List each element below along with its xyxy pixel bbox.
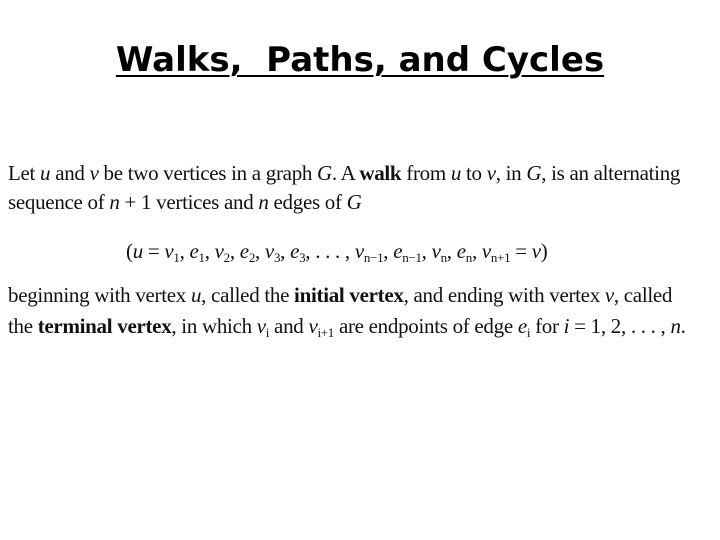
definition-line-3: beginning with vertex u, called the initial vertex, and ending with vertex v, called bbox=[8, 283, 673, 307]
definition-line-2: sequence of n + 1 vertices and n edges of G bbox=[8, 190, 362, 214]
term-terminal-vertex: terminal vertex bbox=[37, 314, 172, 338]
definition-block bbox=[8, 158, 698, 342]
title-text: Walks, Paths, and Cycles bbox=[115, 40, 605, 80]
definition-paragraph-2 bbox=[8, 280, 698, 342]
walk-sequence-equation: ($u = v_1$, $e_1$, $v_2$, $e_2$, $v_3$, $e_3$, . . . , $v_{n-1}$, $e_{n-1}$, $v_n$, $e_n$, $v_{n+1} = v$) bbox=[126, 239, 548, 265]
definition-line-4: the terminal vertex, in which $v_i$ and $v_{i+1}$ are endpoints of edge $e_i$ for i = 1, 2, . . . , n. bbox=[8, 314, 686, 340]
term-initial-vertex: initial vertex bbox=[294, 283, 404, 307]
term-walk: walk bbox=[359, 161, 402, 185]
slide-title bbox=[0, 40, 720, 81]
definition-line-1: Let u and v be two vertices in a graph G. A walk from u to v, in G, is an alternating bbox=[8, 161, 681, 185]
